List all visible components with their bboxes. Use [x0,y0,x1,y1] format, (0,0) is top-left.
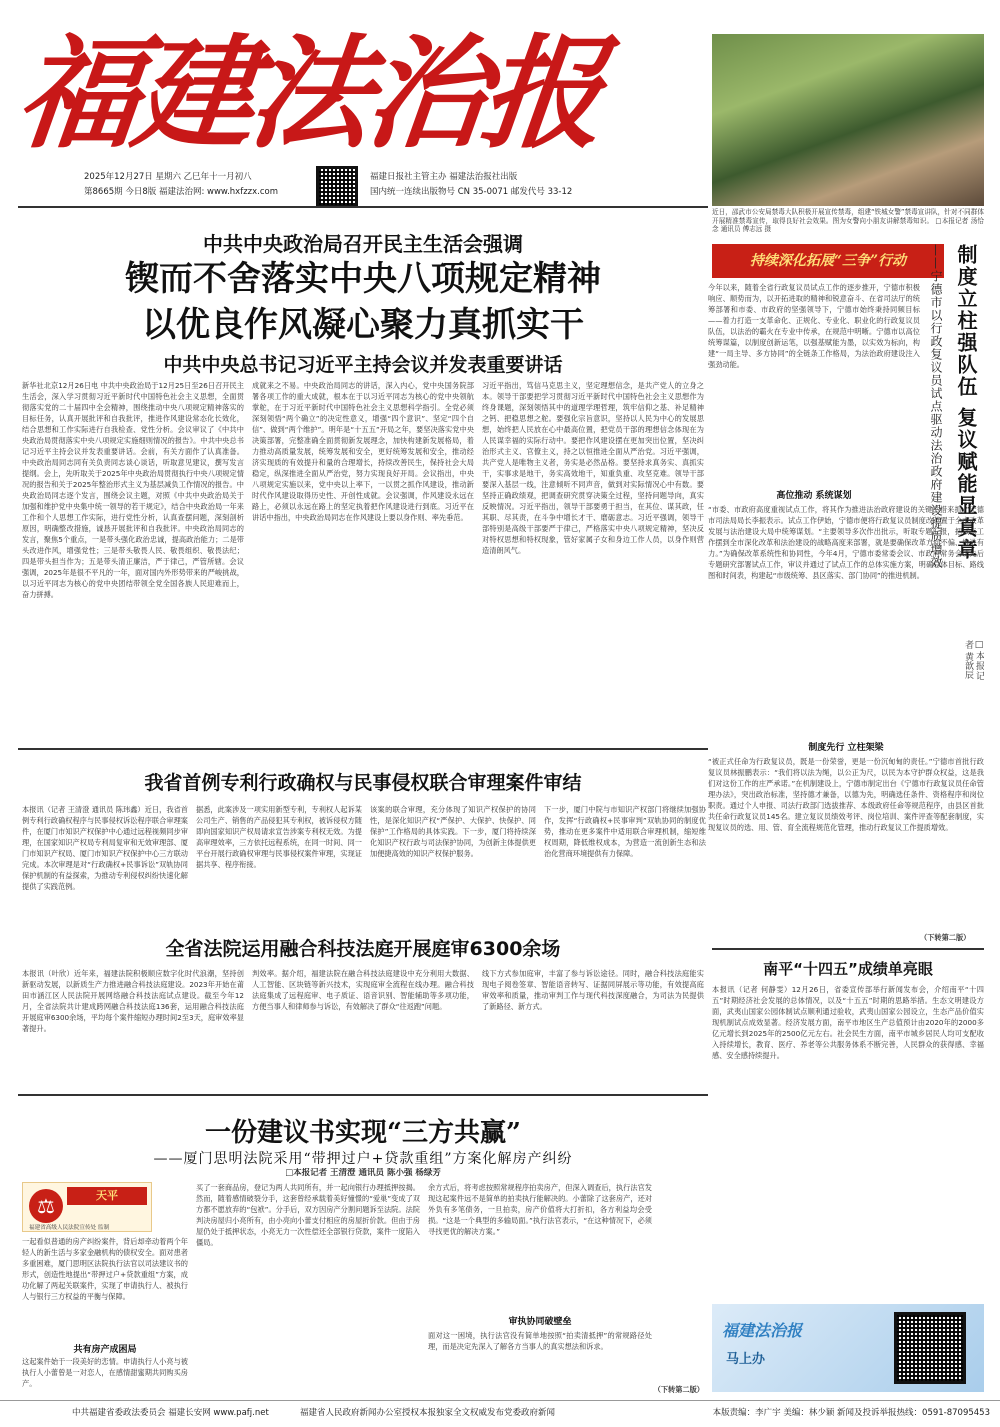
qr-code-icon[interactable] [894,1312,966,1384]
lead-col-1: 新华社北京12月26日电 中共中央政治局于12月25日至26日召开民主生活会，深入学习贯彻习近平新时代中国特色社会主义思想，全面贯彻落实党的二十届四中全会精神，围绕推动中央八项规定精神落实的目标任务，认真开展批评和自我批评，推进作风建设常态化长效化，结合思想和工作实际进行自我检查、党性分析。会议审议了《中共中央政治局贯彻落实中央八项规定实施细则情况的报告》。中共中央总书记习近平主持会议并发表重要讲话。会前，有关方面作了认真准备。中央政治局同志同有关负责同志谈心谈话，听取意见建议，撰写发言提纲。会上，先听取关于2025年中央政治局贯彻执行中央八项规定情况的报告和关于2025年整治形式主义为基层减负工作情况的报告。中央政治局同志逐个发言，围绕会议主题，对照《中共中央政治局关于加强和维护党中央集中统一领导的若干规定》，结合中央政治局一年来工作和个人思想工作实际，进行党性分析，认真查摆问题，深刻剖析原因，明确整改措施，诚恳开展批评和自我批评。中央政治局同志的发言，聚焦5个重点，一是带头强化政治忠诚，提高政治能力；二是带头改进作风，增强党性；三是带头敬畏人民、敬畏组织、敬畏法纪；四是带头担当作为；五是带头清正廉洁，严于律己，严管所辖。会议强调，2025年是很不平凡的一年，面对国内外形势带来的严峻挑战，以习近平同志为核心的党中央团结带领全党全国各族人民迎难而上，奋力拼搏。 [22,381,244,599]
photo-caption: 近日，邵武市公安局禁毒大队积极开展宣传禁毒，组建“铁城女警”禁毒宣讲队，针对不同群体开展精准禁毒宣传，取得良好社会效果。图为女警向小朋友讲解禁毒知识。 □本报记者 汤恰念 通讯员 傅志远 摄 [712,208,984,233]
story4-col-2: 买了一套商品房，登记为两人共同所有，并一起向银行办理抵押按揭。然而，随着感情破裂分手，这套曾经承载着美好憧憬的“爱巢”变成了双方都不愿放弃的“包袱”。分手后，双方因房产分割问题诉至法院。法院判决房屋归小亮所有，由小亮向小蕾支付相应的房屋折价款。但由于房屋仍处于抵押状态，小亮无力一次性偿还全部银行贷款，案件一度陷入僵局。 [196,1183,420,1247]
promo-box [712,1304,984,1392]
footer-right: 本版责编：李广宇 美编：林少颖 新闻及投诉举报热线：0591-87095453 [712,1408,990,1418]
top-photo [712,34,984,206]
story4-col-1-heading: 共有房产成困局 [73,1345,137,1355]
right-section-2-heading: 制度先行 立柱架梁 [808,743,884,753]
lead-subhead: 中共中央总书记习近平主持会议并发表重要讲话 [163,354,563,376]
lead-headline-2: 以优良作风凝心聚力真抓实干 [142,305,584,345]
lead-headline-1: 锲而不舍落实中央八项规定精神 [125,259,601,299]
lead-col-2: 成就来之不易。中央政治局同志的讲话，深入内心，党中央国务院部署各项工作的重大成就，根本在于以习近平同志为核心的党中央领航掌舵，在于习近平新时代中国特色社会主义思想科学指引。全党必须深刻领悟“两个确立”的决定性意义，增强“四个意识”、坚定“四个自信”、做到“两个维护”。明年是“十五五”开局之年，要坚决落实党中央决策部署，完整准确全面贯彻新发展理念，加快构建新发展格局，着力推动高质量发展，统筹发展和安全，更好统筹发展和安全，推动经济实现质的有效提升和量的合理增长，持续改善民生，保持社会大局稳定，纵深推进全面从严治党，努力实现良好开局。会议指出，中央八项规定实施以来，党中央以上率下，一以贯之抓作风建设，推动新时代作风建设取得历史性、开创性成就。会议强调，作风建设永远在路上，必须以永远在路上的坚定执着把作风建设进行到底。习近平在讲话中指出，中央政治局同志在作风建设上要以身作则、率先垂范。 [252,381,474,522]
qr-code-icon [316,166,358,208]
lead-col-3: 习近平指出，笃信马克思主义，坚定理想信念，是共产党人的立身之本。领导干部要把学习贯彻习近平新时代中国特色社会主义思想作为终身课题，深刻领悟其中的道理学理哲理，筑牢信仰之基、补足精神之钙、把稳思想之舵。要强化宗旨意识，坚持以人民为中心的发展思想，始终把人民放在心中最高位置，把党员干部的理想信念体现在为人民谋幸福的实际行动中。要把作风建设摆在更加突出位置，坚决纠治形式主义、官僚主义，持之以恒推进全面从严治党。习近平强调，共产党人是唯物主义者，务实是必然品格。要坚持求真务实、真抓实干，实事求是地干，务实高效地干，知重负重、攻坚克难。领导干部要深入基层一线，注意倾听不同声音，做到对实际情况心中有数。要坚持正确政绩观，把调查研究贯穿决策全过程，坚持问题导向，真实反映情况。习近平指出，领导干部要勇于担当，在其位、谋其政，任其职、尽其责，在斗争中增长才干、磨砺意志。习近平强调，领导干部特别是高级干部要严于律己，严格落实中央八项规定精神，坚决反对特权思想和特权现象，管好家属子女和身边工作人员，以身作则营造清朗风气。 [482,381,704,555]
story3-col-3: 线下方式参加庭审，丰富了参与诉讼途径。同时，融合科技法庭能实现电子阅卷签章、智能语音转写、证据同屏展示等功能，有效提高庭审效率和质量，推动审判工作与现代科技深度融合，为司法为民提供了新路径、新方式。 [482,969,704,1011]
right-section-1-body: “市委、市政府高度重视试点工作，将其作为推进法治政府建设的关键举措来抓。”宁德市司法局局长李振表示。试点工作伊始，宁德市便将行政复议员制度改革置于全市改革发展与法治建设大局中统筹谋划。“主要领导多次作出批示，听取专题汇报，把试点工作摆到全市深化改革和法治建设的战略高度来部署，就是要确保改革方向不偏、推进有力。”为确保改革系统性和协同性，今年4月，宁德市委常委会议、市政府常务会议先后专题研究部署试点工作，审议并通过了试点工作的总体实施方案，明确总体目标、路线图和时间表，构建起“市级统筹、县区落实、部门协同”的推进机制。 [708,505,984,580]
right-banner: 持续深化拓展“三争”行动 [712,244,944,278]
story4-col-3: 余方式后，将考虑按照常规程序拍卖房产，但深入调查后，执行法官发现这起案件远不是简单的拍卖执行能解决的。小蕾除了这套房产，还对外负有多笔债务，一旦拍卖，房产价值将大打折扣，各方利益均会受损。“这是一个典型的多输局面。”执行法官表示，“在这种情况下，必须寻找更优的解决方案。” [428,1183,652,1236]
badge-label: 天平 [67,1187,147,1205]
story4-col-1-tail: 这起案件始于一段美好的恋情。申请执行人小亮与被执行人小蕾曾是一对恋人，在感情甜蜜期共同购买房产。 [22,1357,188,1388]
right-section-1-heading: 高位推动 系统谋划 [776,491,852,501]
date-line: 2025年12月27日 星期六 乙巳年十一月初八 [84,172,252,182]
sponsor-line: 福建日报社主管主办 福建法治报社出版 [370,172,518,182]
scales-icon: ⚖ [29,1189,63,1223]
story2-col-2: 据悉，此案涉及一项实用新型专利，专利权人起诉某公司生产、销售的产品侵犯其专利权，被诉侵权方随即向国家知识产权局请求宣告涉案专利权无效。为提高审理效率，三方依托远程系统，在同一时间、同一平台开展行政确权审理与民事侵权案件审理，实现证据共享、程序衔接。 [196,805,362,869]
story4-subhead: ——厦门思明法院采用“带押过户+贷款重组”方案化解房产纠纷 [153,1151,573,1167]
right-vertical-title: 制度立柱强队伍 复议赋能显真章 [954,244,978,561]
story2-headline: 我省首例专利行政确权与民事侵权联合审理案件审结 [144,772,582,794]
badge-caption: 福建省高级人民法院宣传处 监制 [29,1225,110,1231]
story2-col-1: 本报讯（记者 王清澄 通讯员 陈玮鑫）近日，我省首例专利行政确权程序与民事侵权诉讼程序联合审理案件，在厦门市知识产权保护中心通过远程视频同步审理，在国家知识产权局专利局复审和无效审理部、厦门市知识产权局、厦门市知识产权保护中心三方联动完成。本次审理是对“行政确权+民事诉讼”双轨协同保护机制的有益探索，为推动专利侵权纠纷快速化解提供了实践范例。 [22,805,188,891]
issue-line: 第8665期 今日8版 福建法治网: www.hxfzzx.com [84,187,279,197]
promo-title: 福建法治报 [722,1321,803,1340]
story4-byline: □本报记者 王清澄 通讯员 陈小强 杨绿芳 [285,1168,441,1178]
story4-continued: （下转第二版） [653,1385,704,1394]
story5-body: 本报讯（记者 何静雯）12月26日，省委宣传部举行新闻发布会，介绍南平“十四五”时期经济社会发展的总体情况，以及“十五五”时期的思路举措。生态文明建设方面，武夷山国家公园体制试点顺利通过验收，武夷山国家公园设立，生态产品价值实现机制试点成效显著。经济发展方面，南平市地区生产总值预计由2020年的2000多亿元增长到2025年的2500亿元左右。社会民生方面，南平市城乡居民人均可支配收入持续增长，教育、医疗、养老等公共服务体系不断完善，人民群众的获得感、幸福感、安全感持续提升。 [712,985,984,1060]
story3-col-1: 本报讯（叶欣）近年来，福建法院积极顺应数字化时代浪潮，坚持创新驱动发展，以新质生产力推进融合科技法庭建设。2023年开始在莆田市涵江区人民法院开展网络融合科技法庭试点建设。截至今年12月，全省法院共计建成跨网融合科技法庭136套，运用融合科技法庭开展庭审6300余场，平均每个案件缩短办理时间2至3天，庭审效率显著提升。 [22,969,244,1033]
masthead-title: 福建法治报 [10,21,606,165]
story4-col-3-tail: 面对这一困境，执行法官没有简单地按照“拍卖清抵押”的常规路径处理，而是决定先深入了解各方当事人的真实想法和诉求。 [428,1331,652,1351]
right-section-2-body: “被正式任命为行政复议员，既是一份荣誉，更是一份沉甸甸的责任。”宁德市首批行政复议员林振鹏表示：“我们将以法为绳，以公正为尺，以民为本守护群众权益，这是我们对这份工作的庄严承诺。”在机制建设上，宁德市制定出台《宁德市行政复议员任命管理办法》，突出政治标准，坚持德才兼备，以德为先，明确选任条件、资格程序和岗位职责。通过个人申报、司法行政部门选拔推荐、本级政府任命等规范程序，由县区首批共任命行政复议员145名。建立复议员绩效考评、岗位培训、案件评查等配套制度，实现复议员的选、用、管、育全流程规范化管理，推动行政复议工作提质增效。 [708,757,984,832]
right-continued: （下转第二版） [920,933,971,942]
story5-headline: 南平“十四五”成绩单亮眼 [763,960,933,978]
lead-kicker: 中共中央政治局召开民主生活会强调 [203,232,523,256]
footer-middle: 福建省人民政府新闻办公室授权本报独家全文权威发布党委政府新闻 [300,1408,556,1418]
right-byline: □本报记者 黄歆辰 [963,640,984,680]
story4-headline: 一份建议书实现“三方共赢” [205,1118,521,1148]
story2-col-4: 下一步，厦门中院与市知识产权部门将继续加强协作，发挥“行政确权+民事审判”双轨协同的制度优势，推动在更多案件中适用联合审理机制，缩短维权周期，降低维权成本，为营造一流创新生态和法治化营商环境提供有力保障。 [544,805,706,858]
story4-col-1: 一起看似普通的房产纠纷案件，背后却牵动着两个年轻人的新生活与多家金融机构的债权安全。面对患者多重困难，厦门思明区法院执行法官以司法建议书的形式，创造性地提出“带押过户+贷款重组”方案，成功化解了两起关联案件，实现了申请执行人、被执行人与银行三方权益的平衡与保障。 [22,1237,188,1301]
story2-col-3: 该案的联合审理，充分体现了知识产权保护的协同性，是深化知识产权“严保护、大保护、快保护、同保护”工作格局的具体实践。下一步，厦门将持续深化知识产权行政与司法保护协同，为创新主体提供更加便捷高效的知识产权保护服务。 [370,805,536,858]
story4-col-3-heading: 审执协同破壁垒 [508,1317,572,1327]
promo-subtitle: 马上办 [726,1352,766,1367]
badge-box [22,1182,152,1232]
story3-headline: 全省法院运用融合科技法庭开展庭审6300余场 [165,938,561,960]
right-intro: 今年以来，随着全省行政复议员试点工作的逐步推开，宁德市积极响应、顺势而为，以开拓进取的精神和锐意奋斗、在省司法厅的统筹部署和市委、市政府的坚强领导下，宁德市始终秉持同频目标——着力打造一支革命化、正规化、专业化、职业化的行政复议员队伍，以法治的霸火在专业中传承，在规范中明晰。宁德市以高位统筹谋篇，以制度创新运笔，以强基赋能为墨，以实效为标向，构建“一局主导、多方协同”的全链条工作格局，为法治政府建设注入强劲动能。 [708,283,920,369]
footer-left: 中共福建省委政法委员会 福建长安网 www.pafj.net [72,1408,269,1418]
story3-col-2: 判效率。据介绍，福建法院在融合科技法庭建设中充分利用大数据、人工智能、区块链等新兴技术，实现庭审全流程在线办理。融合科技法庭集成了远程庭审、电子质证、语音识别、智能辅助等多项功能，方便当事人和律师参与诉讼，有效解决了群众“往返跑”问题。 [252,969,474,1011]
cn-line: 国内统一连续出版物号 CN 35-0071 邮发代号 33-12 [370,187,573,197]
right-vertical-subtitle: ——宁德市以行政复议员试点驱动法治政府建设提质增效 [929,244,943,569]
